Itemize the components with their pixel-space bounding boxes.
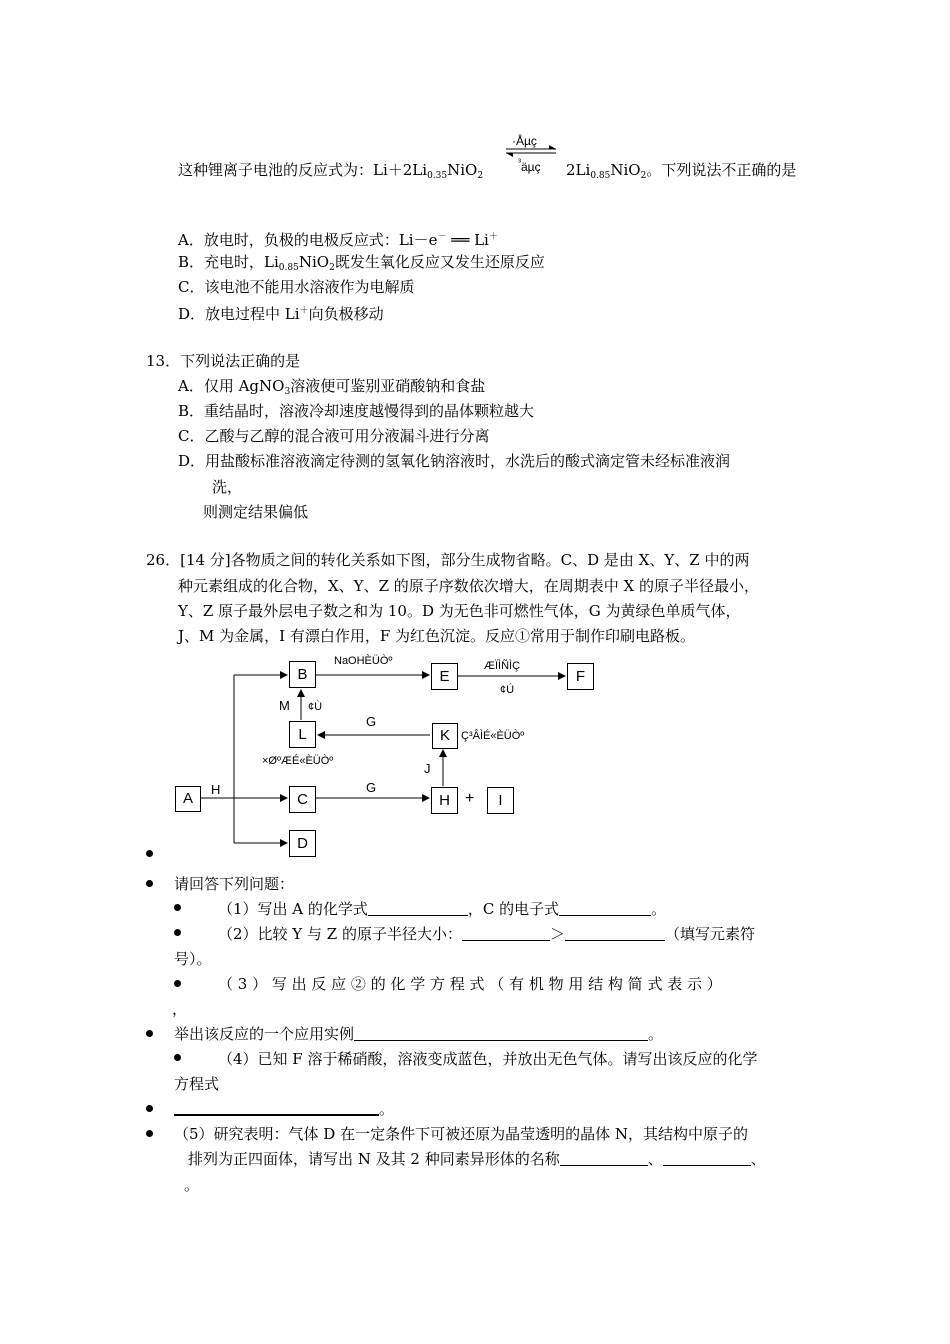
bullet (146, 880, 153, 887)
label-k-solution: Ç³ÂÌÉ«ÈÜÒº (461, 730, 525, 742)
box-h: H (431, 787, 458, 814)
q26-stem-line3: Y、Z 原子最外层电子数之和为 10。D 为无色非可燃性气体，G 为黄绿色单质气体， (178, 602, 741, 620)
q12-option-a: A．放电时，负极的电极反应式：Li－e－ ══ Li＋ (178, 231, 498, 249)
q26-part1: （1）写出 A 的化学式 ，C 的电子式 。 (218, 900, 667, 918)
label-g-upper: G (366, 714, 377, 729)
label-l-solution: ×ØºÆÉ«ÈÜÒº (262, 755, 334, 767)
q26-part5: （5）研究表明：气体 D 在一定条件下可被还原为晶莹透明的晶体 N，其结构中原子的 (174, 1125, 749, 1143)
plus-sign: + (465, 790, 475, 807)
q26-part5-cont: 排列为正四面体，请写出 N 及其 2 种同素异形体的名称 、 、 (188, 1150, 766, 1168)
bullet (174, 980, 181, 987)
q12-stem: 这种锂离子电池的反应式为：$Li+2Li_{0.35}NiO_2$ (178, 161, 484, 181)
box-k: K (432, 723, 458, 749)
box-e: E (431, 663, 458, 690)
q13-stem: 13．下列说法正确的是 (146, 352, 301, 370)
answer-blank-application[interactable] (354, 1026, 648, 1041)
q26-part5-end: 。 (184, 1176, 200, 1194)
q12-stem-end: $2Li_{0.85}NiO_2$。下列说法不正确的是 (566, 161, 797, 181)
q26-part3-application: 举出该反应的一个应用实例 。 (174, 1025, 664, 1043)
reaction-arrow-top-label: ·Åµç (512, 134, 537, 148)
q26-stem-line1: 26．[14 分]各物质之间的转化关系如下图，部分生成物省略。C、D 是由 X、Y、Z 中的两 (146, 551, 750, 569)
label-j: J (424, 761, 431, 776)
q12-option-b: B．充电时，$Li_{0.85}NiO_2$既发生氧化反应又发生还原反应 (178, 253, 545, 273)
answer-blank-c-electron[interactable] (559, 901, 651, 916)
q12-option-d: D．放电过程中 Li＋向负极移动 (178, 305, 384, 323)
q26-part4: （4）已知 F 溶于稀硝酸，溶液变成蓝色，并放出无色气体。请写出该反应的化学 (218, 1050, 758, 1068)
bullet (146, 1030, 153, 1037)
answer-blank-radius-2[interactable] (565, 926, 665, 941)
q12-option-c: C．该电池不能用水溶液作为电解质 (178, 278, 415, 296)
answer-blank-allotrope-1[interactable] (560, 1151, 648, 1166)
q26-part2: （2）比较 Y 与 Z 的原子半径大小： ＞ （填写元素符 (218, 925, 755, 943)
bullet (174, 1054, 181, 1061)
box-i: I (487, 787, 514, 814)
label-h: H (211, 782, 221, 797)
q26-prompt: 请回答下列问题： (174, 875, 295, 893)
q26-part2-cont: 号）。 (174, 950, 212, 968)
q26-part3-comma: ， (172, 1000, 188, 1018)
answer-blank-a-formula[interactable] (368, 901, 468, 916)
q26-part4-answer: 。 (174, 1100, 394, 1118)
box-b: B (289, 661, 316, 688)
bullet (146, 1105, 153, 1112)
box-c: C (289, 786, 316, 813)
bullet (146, 1130, 153, 1137)
box-a: A (175, 786, 201, 812)
q13-option-a: A．仅用 AgNO$_3$溶液便可鉴别亚硝酸钠和食盐 (178, 377, 486, 397)
answer-blank-radius-1[interactable] (462, 926, 550, 941)
label-m-reaction: ¢Ù (308, 701, 323, 713)
box-f: F (567, 663, 594, 690)
q13-option-b: B．重结晶时，溶液冷却速度越慢得到的晶体颗粒越大 (178, 402, 535, 420)
bullet (174, 929, 181, 936)
box-l: L (289, 721, 316, 748)
q26-part3: （ 3 ） 写 出 反 应 ② 的 化 学 方 程 式 （ 有 机 物 用 结 构 简 式 表 示 ） (218, 975, 722, 993)
answer-blank-equation[interactable] (174, 1100, 379, 1116)
label-e-to-f-bottom: ¢Ú (500, 684, 515, 696)
box-d: D (289, 830, 316, 857)
q13-option-c: C．乙酸与乙醇的混合液可用分液漏斗进行分离 (178, 427, 490, 445)
q26-stem-line4: J、M 为金属，I 有漂白作用，F 为红色沉淀。反应①常用于制作印刷电路板。 (178, 627, 696, 645)
label-g-lower: G (366, 780, 377, 795)
label-naoh: NaOHÈÜÒº (334, 655, 393, 667)
bullet (146, 850, 153, 857)
q26-stem-line2: 种元素组成的化合物，X、Y、Z 的原子序数依次增大，在周期表中 X 的原子半径最小， (178, 577, 759, 595)
q13-option-d-line2: 洗， (212, 478, 243, 496)
q13-option-d-line3: 则测定结果偏低 (203, 503, 309, 521)
answer-blank-allotrope-2[interactable] (663, 1151, 751, 1166)
label-e-to-f-top: ÆÏÌÑÌÇ (484, 660, 521, 672)
bullet (174, 904, 181, 911)
label-m: M (279, 698, 290, 713)
reaction-arrow-bottom-label: $^{^3}$äµç (518, 157, 541, 174)
q26-part4-cont: 方程式 (174, 1075, 220, 1093)
q13-option-d-line1: D．用盐酸标准溶液滴定待测的氢氧化钠溶液时，水洗后的酸式滴定管未经标准液润 (178, 452, 731, 470)
